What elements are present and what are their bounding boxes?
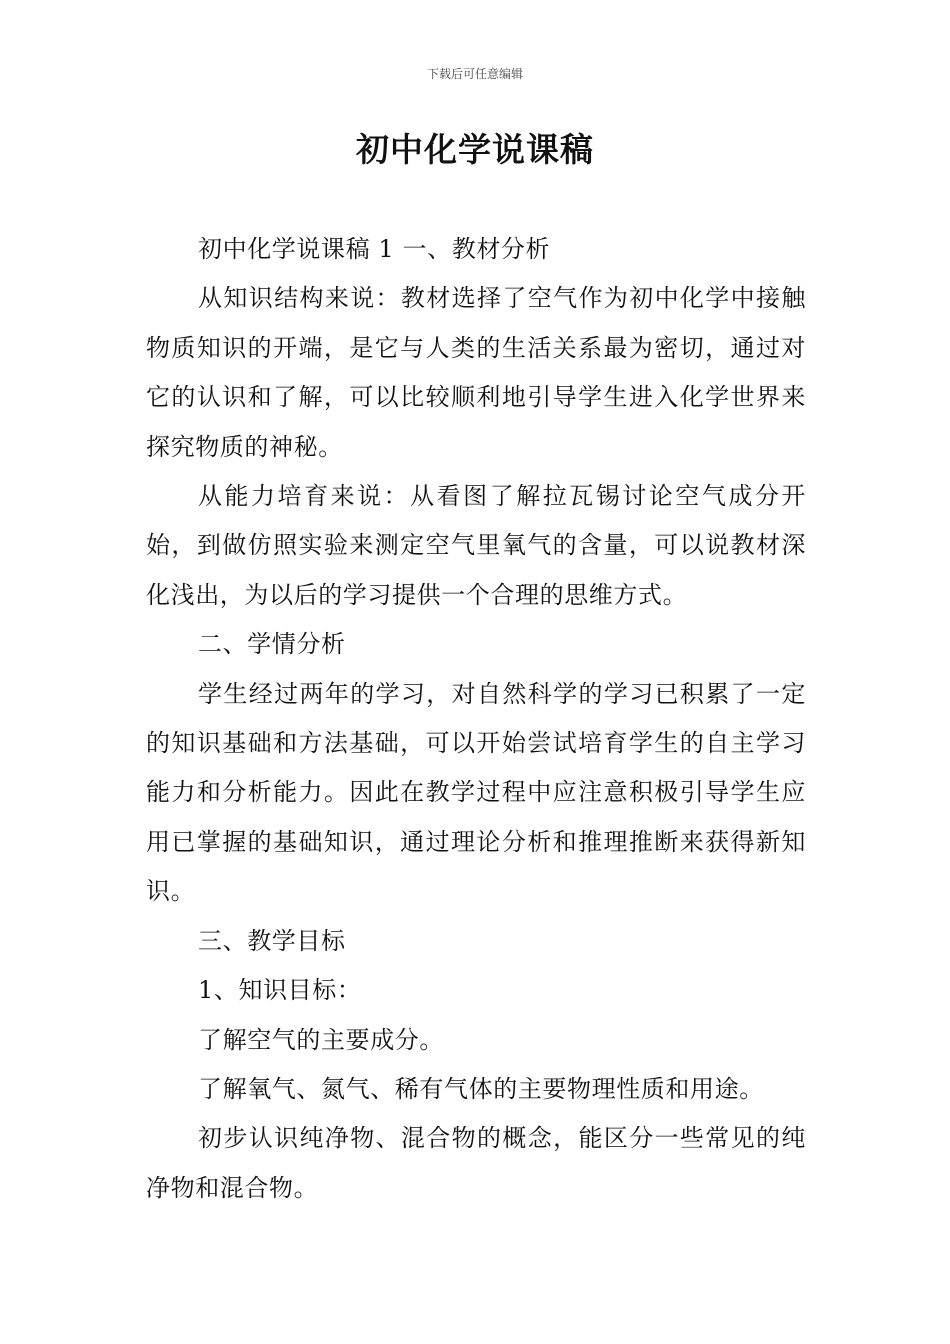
paragraph-goal-gas-properties: 了解氧气、氮气、稀有气体的主要物理性质和用途。 [198, 1074, 764, 1103]
paragraph-student-analysis: 学生经过两年的学习，对自然科学的学习已积累了一定的知识基础和方法基础，可以开始尝试培育学生的自主学习能力和分析能力。因此在教学过程中应注意积极引导学生应用已掌握的基础知识，通过理论分析和推理推断来获得新知识。 [146, 679, 806, 906]
paragraph-goal-pure-mixture: 初步认识纯净物、混合物的概念，能区分一些常见的纯净物和混合物。 [146, 1124, 806, 1202]
paragraph-knowledge-structure: 从知识结构来说：教材选择了空气作为初中化学中接触物质知识的开端，是它与人类的生活关系最为密切，通过对它的认识和了解，可以比较顺利地引导学生进入化学世界来探究物质的神秘。 [146, 284, 806, 461]
paragraph-section-2-heading: 二、学情分析 [198, 630, 346, 659]
document-title: 初中化学说课稿 [356, 130, 594, 169]
paragraph-goal-air-composition: 了解空气的主要成分。 [198, 1025, 444, 1054]
document-body [146, 225, 806, 1213]
header-note: 下载后可任意编辑 [426, 67, 523, 81]
paragraph-ability-cultivation: 从能力培育来说：从看图了解拉瓦锡讨论空气成分开始，到做仿照实验来测定空气里氧气的含量，可以说教材深化浅出，为以后的学习提供一个合理的思维方式。 [146, 482, 806, 609]
paragraph-section-3-heading: 三、教学目标 [198, 926, 346, 955]
paragraph-knowledge-goal-heading: 1、知识目标： [198, 976, 362, 1005]
paragraph-section-1-heading: 初中化学说课稿 1 一、教材分析 [198, 235, 551, 263]
